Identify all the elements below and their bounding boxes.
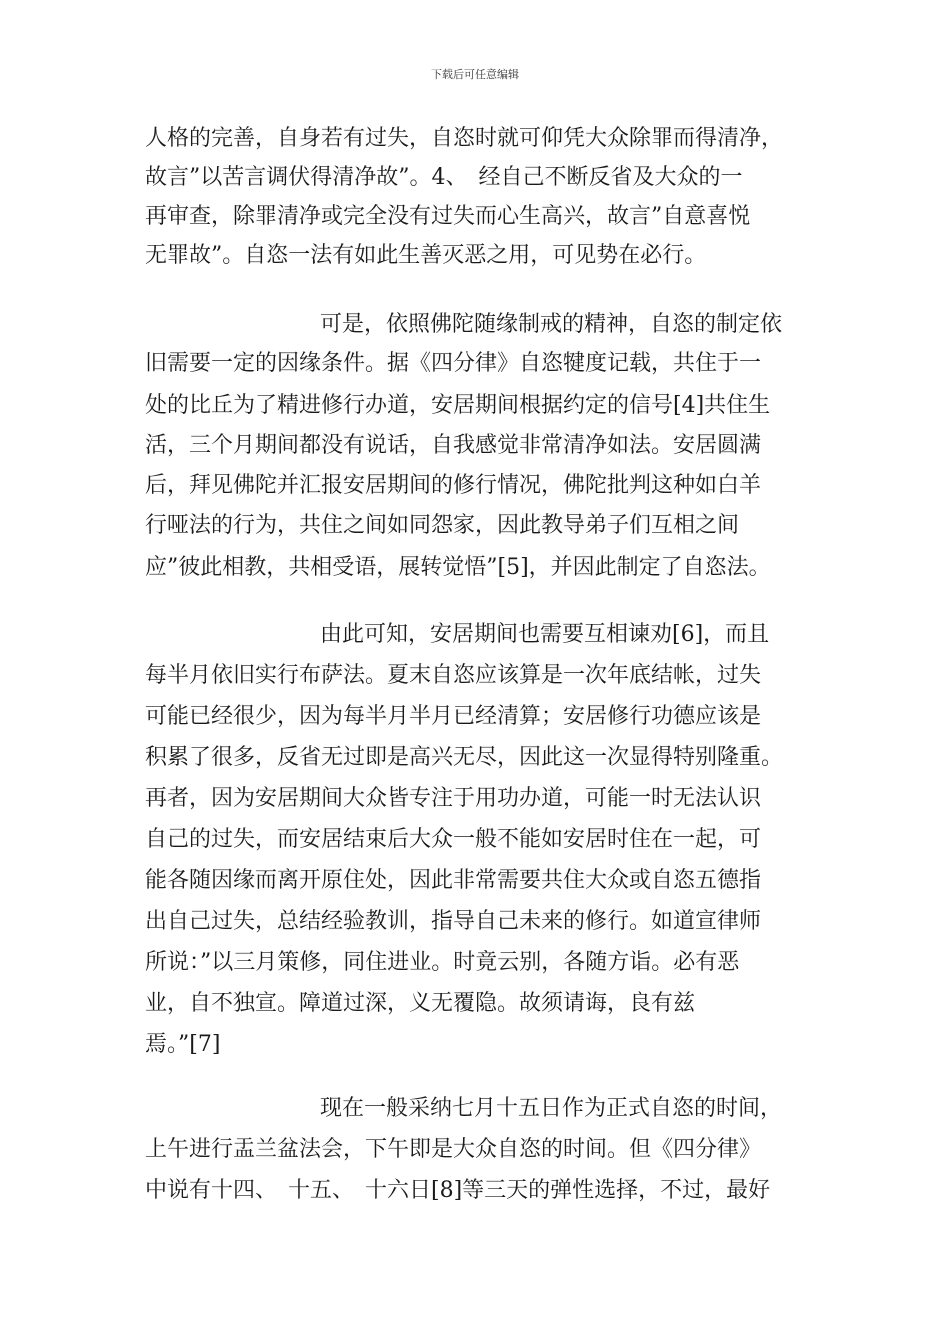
text-line: 自己的过失，而安居结束后大众一般不能如安居时住在一起，可 xyxy=(145,827,762,852)
text-line: 每半月依旧实行布萨法。夏末自恣应该算是一次年底结帐，过失 xyxy=(145,663,762,688)
text-line: 活，三个月期间都没有说话，自我感觉非常清净如法。安居圆满 xyxy=(145,433,762,458)
page-header: 下载后可任意编辑 xyxy=(431,68,519,81)
text-line: 现在一般采纳七月十五日作为正式自恣的时间， xyxy=(320,1096,783,1121)
text-line: 行哑法的行为，共住之间如同怨家，因此教导弟子们互相之间 xyxy=(145,513,740,538)
text-line: 可能已经很少，因为每半月半月已经清算；安居修行功德应该是 xyxy=(145,704,762,729)
text-line: 人格的完善，自身若有过失，自恣时就可仰凭大众除罪而得清净， xyxy=(145,126,784,151)
text-line: 无罪故”。自恣一法有如此生善灭恶之用，可见势在必行。 xyxy=(145,243,707,268)
text-line: 处的比丘为了精进修行办道，安居期间根据约定的信号[4]共住生 xyxy=(145,393,771,418)
text-line: 再者，因为安居期间大众皆专注于用功办道，可能一时无法认识 xyxy=(145,786,762,811)
text-line: 旧需要一定的因缘条件。据《四分律》自恣犍度记载，共住于一 xyxy=(145,351,762,376)
text-line: 故言”以苦言调伏得清净故”。4、 经自己不断反省及大众的一 xyxy=(145,165,743,190)
text-line: 能各随因缘而离开原住处，因此非常需要共住大众或自恣五德指 xyxy=(145,868,762,893)
text-line: 后，拜见佛陀并汇报安居期间的修行情况，佛陀批判这种如白羊 xyxy=(145,473,762,498)
text-line: 可是，依照佛陀随缘制戒的精神，自恣的制定依 xyxy=(320,312,783,337)
text-line: 积累了很多，反省无过即是高兴无尽，因此这一次显得特别隆重。 xyxy=(145,745,784,770)
text-line: 业，自不独宣。障道过深，义无覆隐。故须请诲，良有兹 xyxy=(145,991,696,1016)
text-line: 由此可知，安居期间也需要互相谏劝[6]，而且 xyxy=(320,622,770,647)
text-line: 上午进行盂兰盆法会，下午即是大众自恣的时间。但《四分律》 xyxy=(145,1137,762,1162)
text-line: 所说：”以三月策修，同住进业。时竟云别，各随方诣。必有恶 xyxy=(145,950,740,975)
text-line: 中说有十四、 十五、 十六日[8]等三天的弹性选择，不过，最好 xyxy=(145,1178,771,1203)
text-line: 出自己过失，总结经验教训，指导自己未来的修行。如道宣律师 xyxy=(145,909,762,934)
text-line: 焉。”[7] xyxy=(145,1032,221,1057)
text-line: 再审查，除罪清净或完全没有过失而心生高兴，故言”自意喜悦 xyxy=(145,204,751,229)
text-line: 应”彼此相教，共相受语，展转觉悟”[5]，并因此制定了自恣法。 xyxy=(145,555,771,580)
